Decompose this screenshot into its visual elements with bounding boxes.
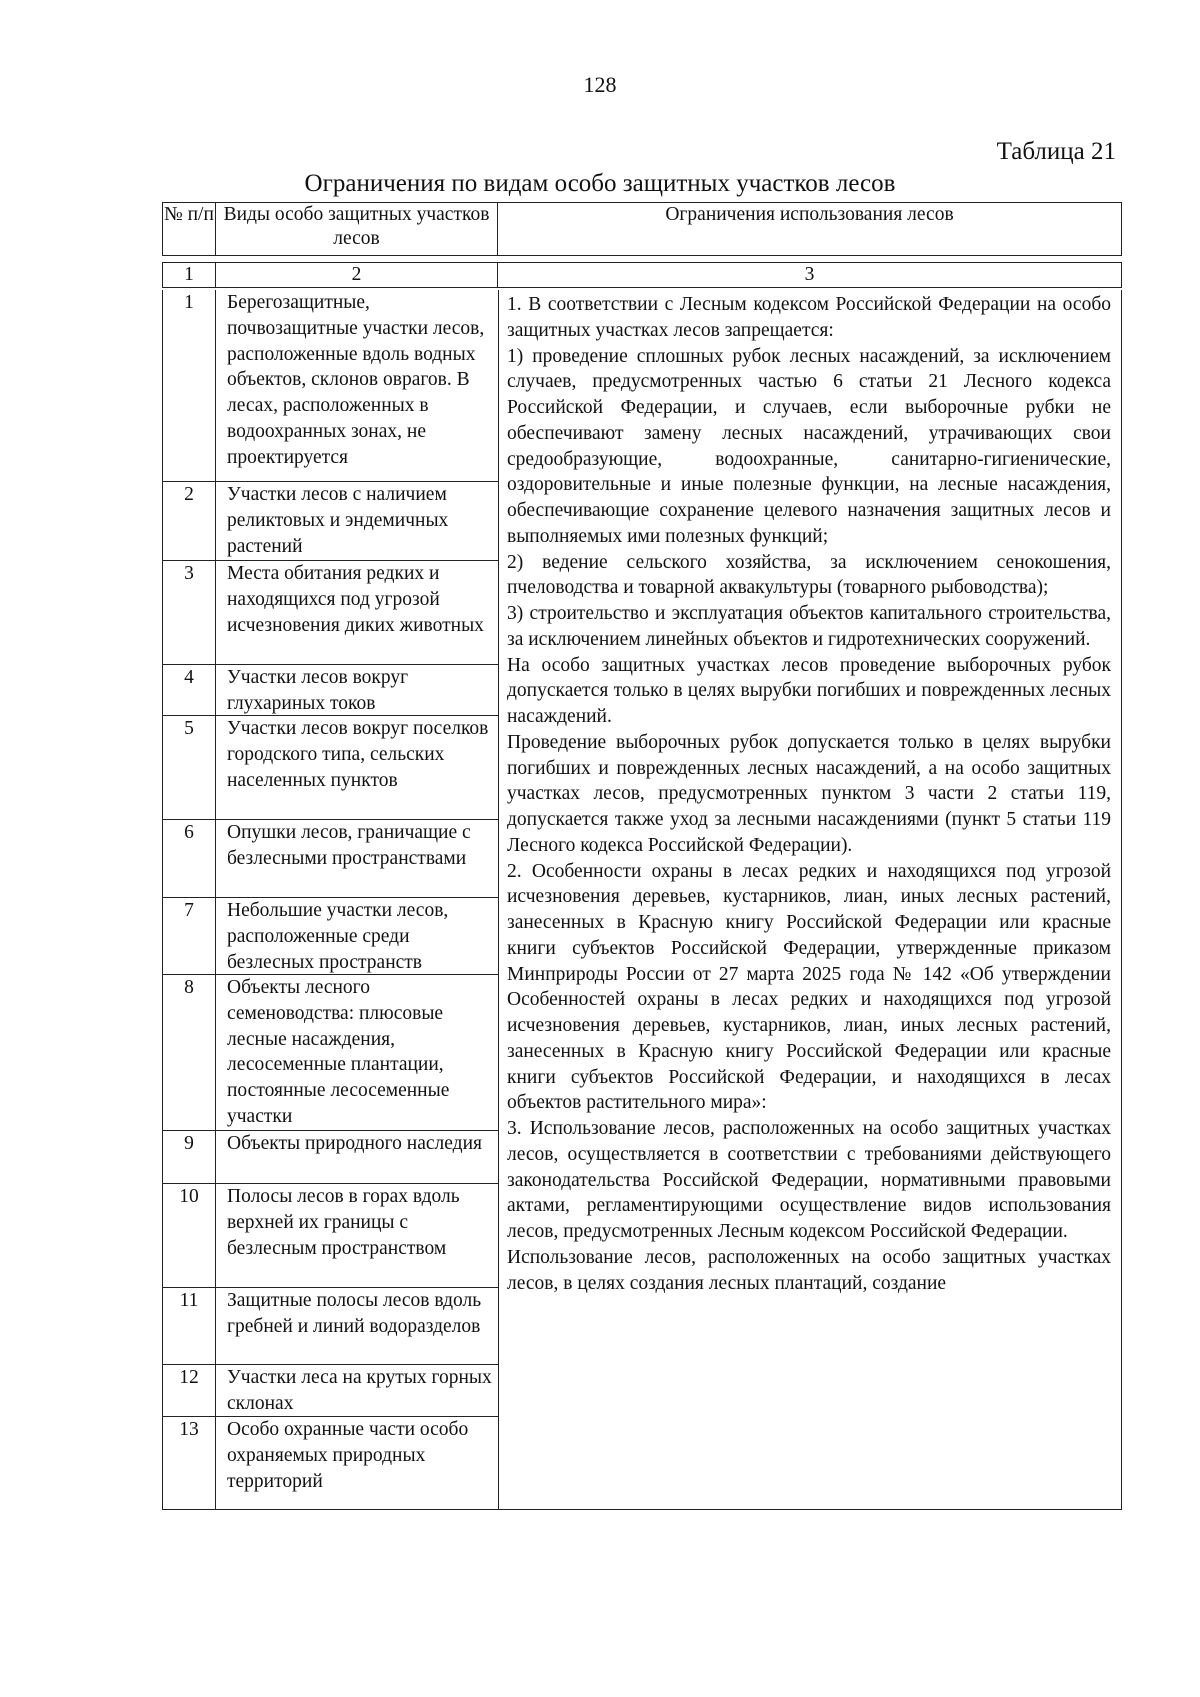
- protective-plot-types-column: [162, 290, 499, 1510]
- header-protective-plot-types: Виды особо защитных участков лесов: [216, 203, 498, 256]
- row-number: 13: [163, 1417, 216, 1509]
- restriction-paragraph: 3) строительство и эксплуатация объектов капитального строительства, за исключением линейных объектов и гидротехнических сооружений.: [507, 603, 1111, 650]
- row-plot-type: Участки лесов вокруг глухариных токов: [227, 667, 409, 714]
- table-label: Таблица 21: [996, 138, 1116, 165]
- row-plot-type: Особо охранные части особо охраняемых природных территорий: [227, 1419, 469, 1492]
- row-plot-type: Участки лесов вокруг поселков городского типа, сельских населенных пунктов: [227, 718, 489, 791]
- row-number: 7: [163, 898, 216, 974]
- row-number: 9: [163, 1131, 216, 1183]
- row-plot-type: Берегозащитные, почвозащитные участки лесов, расположенные вдоль водных объектов, склонов оврагов. В лесах, расположенных в водоохранных зонах, не проектируется: [227, 292, 485, 468]
- table-row: [163, 1131, 498, 1184]
- table-row: [163, 482, 498, 561]
- table-row: [163, 1365, 498, 1417]
- table-row: [163, 820, 498, 898]
- header-forest-use-restrictions: Ограничения использования лесов: [498, 203, 1122, 256]
- header-number: № п/п: [163, 203, 216, 256]
- table-row: [163, 898, 498, 975]
- table-row: [163, 665, 498, 716]
- row-plot-type: Участки лесов с наличием реликтовых и эндемичных растений: [227, 484, 449, 557]
- table-row: [163, 561, 498, 665]
- restriction-paragraph: На особо защитных участках лесов проведение выборочных рубок допускается только в целях вырубки погибших и поврежденных лесных насаждений.: [507, 654, 1111, 727]
- row-plot-type: Объекты лесного семеноводства: плюсовые лесные насаждения, лесосеменные плантации, постоянные лесосеменные участки: [227, 977, 450, 1127]
- table-row: [163, 1288, 498, 1365]
- table-row: [163, 1184, 498, 1288]
- row-number: 5: [163, 716, 216, 819]
- page-number: 128: [583, 72, 617, 97]
- row-number: 4: [163, 665, 216, 715]
- column-number-3: 3: [498, 263, 1122, 288]
- restriction-paragraph: 2. Особенности охраны в лесах редких и находящихся под угрозой исчезновения деревьев, кустарников, лиан, иных лесных растений, занесенных в Красную книгу Российской Федерации или красные книги субъектов Российской Федерации, утвержденные приказом Минприроды России от 27 марта 2025 года № 142 «Об утверждении Особенностей охраны в лесах редких и находящихся под угрозой исчезновения деревьев, кустарников, лиан, иных лесных растений, занесенных в Красную книгу Российской Федерации или красные книги субъектов Российской Федерации, и находящихся в лесах объектов растительного мира»:: [507, 860, 1111, 1114]
- restriction-paragraph: Использование лесов, расположенных на особо защитных участках лесов, в целях создания лесных плантаций, создание: [507, 1246, 1111, 1294]
- restrictions-text: [507, 292, 1111, 1296]
- row-number: 12: [163, 1365, 216, 1416]
- restriction-paragraph: 1) проведение сплошных рубок лесных насаждений, за исключением случаев, предусмотренных частью 6 статьи 21 Лесного кодекса Российской Федерации, и случаев, если выборочные рубки не обеспечивают замену лесных насаждений, утрачивающих свои средообразующие, водоохранные, санитарно-гигиенические, оздоровительные и иные полезные функции, на лесные насаждения, обеспечивающие сохранение целевого назначения защитных лесов и выполняемых ими полезных функций;: [507, 345, 1111, 547]
- restrictions-cell: [497, 290, 1122, 1510]
- row-number: 2: [163, 482, 216, 560]
- table-title: Ограничения по видам особо защитных участков лесов: [304, 170, 896, 197]
- row-plot-type: Опушки лесов, граничащие с безлесными пространствами: [227, 822, 471, 869]
- restriction-paragraph: 3. Использование лесов, расположенных на особо защитных участках лесов, осуществляется в соответствии с требованиями действующего законодательства Российской Федерации, нормативными правовыми актами, регламентирующими осуществление видов использования лесов, предусмотренных Лесным кодексом Российской Федерации.: [507, 1118, 1111, 1242]
- row-number: 11: [163, 1288, 216, 1364]
- table-body: [162, 290, 1122, 1510]
- table-row: [163, 1417, 498, 1510]
- row-plot-type: Небольшие участки лесов, расположенные среди безлесных пространств: [227, 900, 449, 973]
- table-header: [162, 202, 1122, 256]
- column-number-1: 1: [163, 263, 216, 288]
- column-numbering-row: [162, 262, 1122, 288]
- row-plot-type: Места обитания редких и находящихся под угрозой исчезновения диких животных: [227, 563, 484, 636]
- restriction-paragraph: Проведение выборочных рубок допускается только в целях вырубки погибших и поврежденных лесных насаждений, а на особо защитных участках лесов, предусмотренных пунктом 3 части 2 статьи 119, допускается также уход за лесными насаждениями (пункт 5 статьи 119 Лесного кодекса Российской Федерации).: [507, 731, 1111, 856]
- restriction-paragraph: 1. В соответствии с Лесным кодексом Российской Федерации на особо защитных участках лесов запрещается:: [507, 294, 1111, 341]
- table-row: [163, 290, 498, 482]
- row-number: 1: [163, 290, 216, 481]
- row-number: 10: [163, 1184, 216, 1287]
- restriction-paragraph: 2) ведение сельского хозяйства, за исключением сенокошения, пчеловодства и товарной аквакультуры (товарного рыбоводства);: [507, 551, 1111, 599]
- table-row: [163, 975, 498, 1131]
- table-row: [163, 716, 498, 820]
- row-number: 3: [163, 561, 216, 664]
- column-number-2: 2: [216, 263, 498, 288]
- row-number: 8: [163, 975, 216, 1130]
- row-plot-type: Участки леса на крутых горных склонах: [227, 1367, 492, 1414]
- row-plot-type: Объекты природного наследия: [227, 1133, 482, 1154]
- row-number: 6: [163, 820, 216, 897]
- row-plot-type: Полосы лесов в горах вдоль верхней их границы с безлесным пространством: [227, 1186, 460, 1259]
- row-plot-type: Защитные полосы лесов вдоль гребней и линий водоразделов: [227, 1290, 482, 1337]
